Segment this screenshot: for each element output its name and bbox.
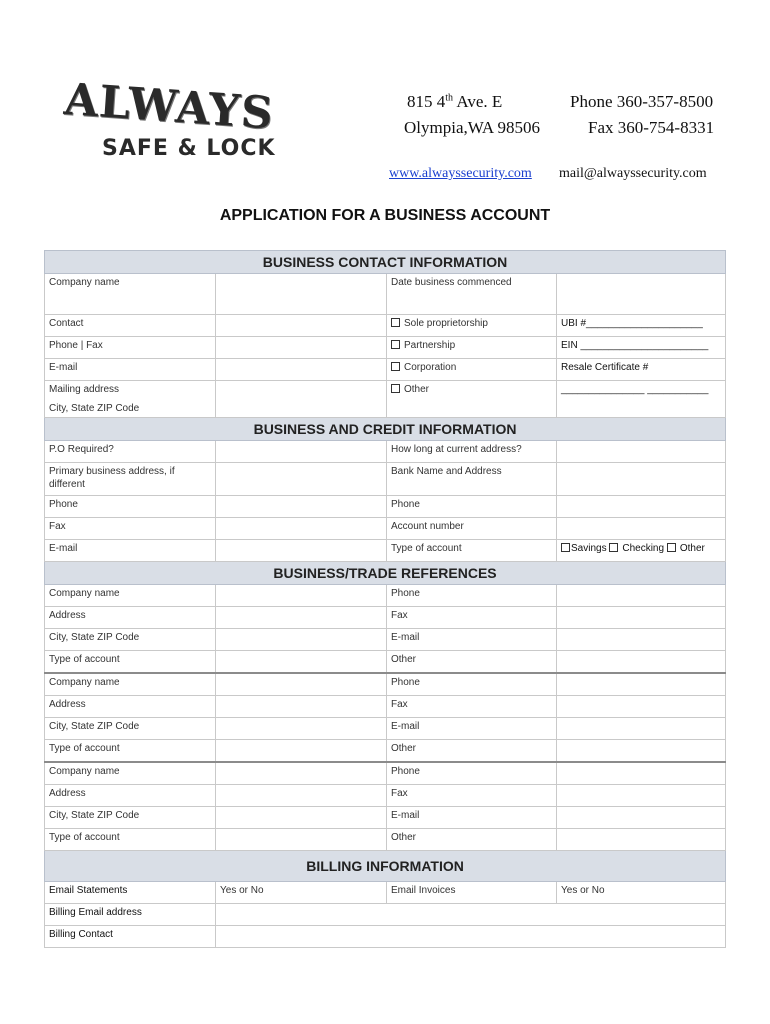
- date-commenced-field[interactable]: [557, 274, 726, 315]
- ref-address-field[interactable]: [216, 696, 387, 718]
- bank-phone-field[interactable]: [557, 496, 726, 518]
- ref-phone-field[interactable]: [557, 673, 726, 696]
- resale-certificate-field[interactable]: _______________ ___________: [557, 381, 726, 418]
- label-ref-email: E-mail: [387, 629, 557, 651]
- email-statements-choice[interactable]: Yes or No: [216, 882, 387, 904]
- application-form: [44, 250, 725, 948]
- label-ref-phone: Phone: [387, 585, 557, 607]
- section-heading-contact: BUSINESS CONTACT INFORMATION: [45, 251, 726, 274]
- bank-field[interactable]: [557, 463, 726, 496]
- website-link[interactable]: www.alwayssecurity.com: [389, 166, 532, 181]
- ref-fax-field[interactable]: [557, 696, 726, 718]
- label-ref-phone: Phone: [387, 673, 557, 696]
- ref-address-field[interactable]: [216, 785, 387, 807]
- checkbox-icon: [391, 384, 400, 393]
- label-ref-email: E-mail: [387, 807, 557, 829]
- ref-other-field[interactable]: [557, 829, 726, 851]
- label-ref-type: Type of account: [45, 740, 216, 763]
- section-heading-billing: BILLING INFORMATION: [45, 851, 726, 882]
- label-mailing-address: Mailing address City, State ZIP Code: [45, 381, 216, 418]
- label-ref-city: City, State ZIP Code: [45, 629, 216, 651]
- ref-company-field[interactable]: [216, 762, 387, 785]
- contact-field[interactable]: [216, 315, 387, 337]
- checkbox-checking[interactable]: [609, 543, 618, 552]
- checkbox-sole-proprietorship[interactable]: Sole proprietorship: [387, 315, 557, 337]
- section-heading-references: BUSINESS/TRADE REFERENCES: [45, 562, 726, 585]
- account-type-options: Savings Checking Other: [557, 540, 726, 562]
- label-bank: Bank Name and Address: [387, 463, 557, 496]
- ref-other-field[interactable]: [557, 740, 726, 763]
- label-phone: Phone: [45, 496, 216, 518]
- checkbox-other-entity[interactable]: Other: [387, 381, 557, 418]
- label-contact: Contact: [45, 315, 216, 337]
- ref-fax-field[interactable]: [557, 607, 726, 629]
- label-billing-email: Billing Email address: [45, 904, 216, 926]
- checkbox-other-account[interactable]: [667, 543, 676, 552]
- ref-email-field[interactable]: [557, 629, 726, 651]
- label-ref-address: Address: [45, 785, 216, 807]
- ref-company-field[interactable]: [216, 585, 387, 607]
- phone-number: Phone 360-357-8500: [570, 92, 714, 111]
- label-email: E-mail: [45, 359, 216, 381]
- label-company-name: Company name: [45, 274, 216, 315]
- section-heading-credit: BUSINESS AND CREDIT INFORMATION: [45, 418, 726, 441]
- label-how-long: How long at current address?: [387, 441, 557, 463]
- label-ref-other: Other: [387, 829, 557, 851]
- logo-subtitle: SAFE & LOCK: [102, 136, 276, 161]
- po-required-field[interactable]: [216, 441, 387, 463]
- label-account-number: Account number: [387, 518, 557, 540]
- phone-fax-field[interactable]: [216, 337, 387, 359]
- label-credit-email: E-mail: [45, 540, 216, 562]
- label-billing-contact: Billing Contact: [45, 926, 216, 948]
- how-long-field[interactable]: [557, 441, 726, 463]
- ein-field[interactable]: EIN _______________________: [557, 337, 726, 359]
- label-primary-address: Primary business address, if different: [45, 463, 216, 496]
- label-bank-phone: Phone: [387, 496, 557, 518]
- ref-city-field[interactable]: [216, 629, 387, 651]
- address-line-1: 815 4th Ave. E: [407, 92, 503, 111]
- checkbox-savings[interactable]: [561, 543, 570, 552]
- label-ref-address: Address: [45, 607, 216, 629]
- email-address: mail@alwayssecurity.com: [559, 166, 707, 181]
- ref-type-field[interactable]: [216, 829, 387, 851]
- phone-field[interactable]: [216, 496, 387, 518]
- label-ref-city: City, State ZIP Code: [45, 718, 216, 740]
- label-ref-email: E-mail: [387, 718, 557, 740]
- label-email-invoices: Email Invoices: [387, 882, 557, 904]
- ref-fax-field[interactable]: [557, 785, 726, 807]
- account-number-field[interactable]: [557, 518, 726, 540]
- label-type-of-account: Type of account: [387, 540, 557, 562]
- checkbox-icon: [391, 340, 400, 349]
- ref-phone-field[interactable]: [557, 762, 726, 785]
- email-field[interactable]: [216, 359, 387, 381]
- label-ref-company: Company name: [45, 762, 216, 785]
- primary-address-field[interactable]: [216, 463, 387, 496]
- label-ref-fax: Fax: [387, 607, 557, 629]
- billing-email-field[interactable]: [216, 904, 726, 926]
- credit-email-field[interactable]: [216, 540, 387, 562]
- label-ref-other: Other: [387, 740, 557, 763]
- checkbox-icon: [391, 362, 400, 371]
- company-name-field[interactable]: [216, 274, 387, 315]
- label-ref-fax: Fax: [387, 696, 557, 718]
- checkbox-partnership[interactable]: Partnership: [387, 337, 557, 359]
- label-ref-phone: Phone: [387, 762, 557, 785]
- label-ref-other: Other: [387, 651, 557, 674]
- ref-type-field[interactable]: [216, 740, 387, 763]
- ubi-field[interactable]: UBI #_____________________: [557, 315, 726, 337]
- checkbox-icon: [391, 318, 400, 327]
- label-ref-fax: Fax: [387, 785, 557, 807]
- ref-city-field[interactable]: [216, 718, 387, 740]
- form-title: APPLICATION FOR A BUSINESS ACCOUNT: [219, 207, 551, 224]
- billing-contact-field[interactable]: [216, 926, 726, 948]
- ref-email-field[interactable]: [557, 718, 726, 740]
- email-invoices-choice[interactable]: Yes or No: [557, 882, 726, 904]
- company-logo: [62, 74, 286, 174]
- label-ref-city: City, State ZIP Code: [45, 807, 216, 829]
- ref-other-field[interactable]: [557, 651, 726, 674]
- logo-word: ALWAYS: [62, 74, 276, 140]
- ref-city-field[interactable]: [216, 807, 387, 829]
- ref-email-field[interactable]: [557, 807, 726, 829]
- mailing-address-field[interactable]: [216, 381, 387, 418]
- fax-number: Fax 360-754-8331: [588, 118, 715, 137]
- label-ref-company: Company name: [45, 585, 216, 607]
- label-email-statements: Email Statements: [45, 882, 216, 904]
- label-ref-company: Company name: [45, 673, 216, 696]
- checkbox-corporation[interactable]: Corporation: [387, 359, 557, 381]
- label-ref-type: Type of account: [45, 651, 216, 674]
- ref-phone-field[interactable]: [557, 585, 726, 607]
- label-po-required: P.O Required?: [45, 441, 216, 463]
- label-phone-fax: Phone | Fax: [45, 337, 216, 359]
- address-line-2: Olympia,WA 98506: [404, 118, 540, 137]
- ref-address-field[interactable]: [216, 607, 387, 629]
- label-ref-address: Address: [45, 696, 216, 718]
- ref-company-field[interactable]: [216, 673, 387, 696]
- ref-type-field[interactable]: [216, 651, 387, 674]
- label-resale-certificate: Resale Certificate #: [557, 359, 726, 381]
- label-date-commenced: Date business commenced: [387, 274, 557, 315]
- label-ref-type: Type of account: [45, 829, 216, 851]
- fax-field[interactable]: [216, 518, 387, 540]
- label-fax: Fax: [45, 518, 216, 540]
